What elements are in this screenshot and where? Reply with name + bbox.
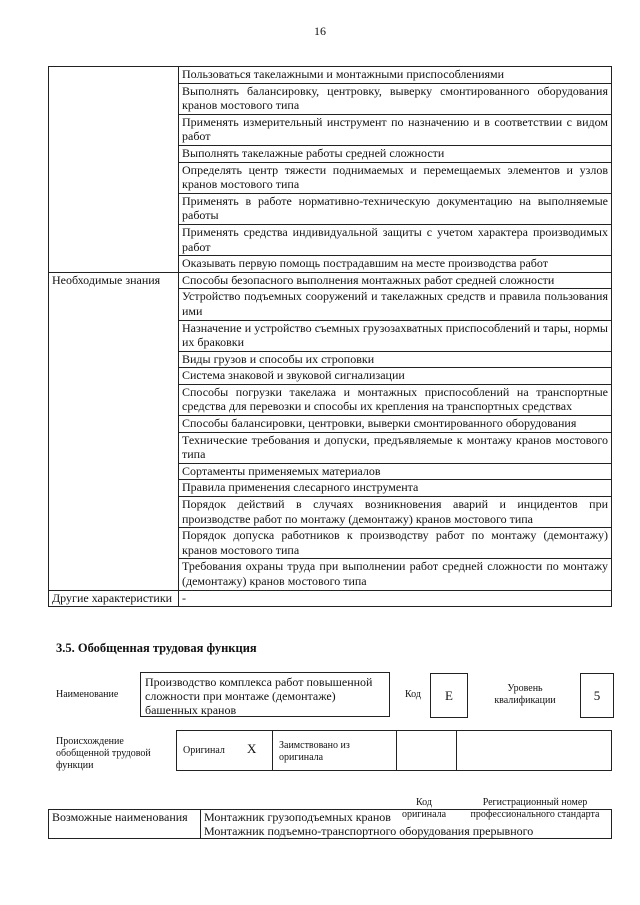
origin-borrowed-cell [273,731,397,770]
knowledge-row: Правила применения слесарного инструмента [179,480,612,497]
knowledge-row: Сортаменты применяемых материалов [179,463,612,480]
origin-original-cell [177,731,273,770]
knowledge-label: Необходимые знания [49,272,179,590]
origin-row [176,730,612,771]
skill-row: Выполнять такелажные работы средней сложности [179,145,612,162]
possible-names-values [201,810,612,839]
possible-name: Монтажник подъемно-транспортного оборудования прерывного [204,824,534,838]
other-characteristics-label: Другие характеристики [49,590,179,607]
origin-original-label: Оригинал [183,745,225,756]
skill-row: Применять средства индивидуальной защиты с учетом характера производимых работ [179,224,612,255]
function-name-value: Производство комплекса работ повышенной сложности при монтаже (демонтаже) башенных кранов [140,672,390,717]
knowledge-row: Способы балансировки, центровки, выверки смонтированного оборудования [179,416,612,433]
skill-row: Выполнять балансировку, центровку, выверку смонтированного оборудования кранов мостового типа [179,83,612,114]
knowledge-row: Система знаковой и звуковой сигнализации [179,368,612,385]
knowledge-row: Порядок допуска работников к производству работ по монтажу (демонтажу) кранов мостового типа [179,528,612,559]
knowledge-row: Назначение и устройство съемных грузозахватных приспособлений и тары, нормы их браковки [179,320,612,351]
registration-number-caption: Регистрационный номер профессионального стандарта [470,797,600,820]
possible-names-label: Возможные наименования [49,810,201,839]
skill-row: Пользоваться такелажными и монтажными приспособлениями [179,67,612,84]
knowledge-row: Технические требования и допуски, предъявляемые к монтажу кранов мостового типа [179,432,612,463]
qualification-level-value: 5 [580,673,614,718]
knowledge-row: Способы безопасного выполнения монтажных работ средней сложности [179,272,612,289]
page-number: 16 [314,24,326,38]
code-original-caption: Код оригинала [401,797,447,820]
skills-knowledge-table [48,66,612,607]
skill-row: Применять измерительный инструмент по назначению и в соответствии с видом работ [179,114,612,145]
knowledge-row: Устройство подъемных сооружений и такелажных средств и правила пользования ими [179,289,612,320]
knowledge-row: Виды грузов и способы их строповки [179,351,612,368]
skill-row: Определять центр тяжести поднимаемых и перемещаемых элементов и узлов кранов мостового типа [179,162,612,193]
section-title: 3.5. Обобщенная трудовая функция [56,641,257,655]
skill-row: Применять в работе нормативно-техническую документацию на выполняемые работы [179,193,612,224]
function-name-label: Наименование [56,689,119,700]
function-code-label: Код [405,689,421,700]
function-code-value: E [430,673,468,718]
skills-label-cell [49,67,179,273]
origin-code-cell [397,731,457,770]
knowledge-row: Порядок действий в случаях возникновения аварий и инцидентов при производстве работ по монтажу (демонтажу) кранов мостового типа [179,497,612,528]
knowledge-row: Требования охраны труда при выполнении работ средней сложности по монтажу (демонтажу) кранов мостового типа [179,559,612,590]
qualification-level-label: Уровень квалификации [494,683,556,706]
other-characteristics-value: - [179,590,612,607]
possible-name: Монтажник грузоподъемных кранов [204,810,391,824]
origin-original-mark: X [247,741,257,756]
origin-borrowed-label: Заимствовано из оригинала [279,740,350,763]
knowledge-row: Способы погрузки такелажа и монтажных приспособлений на транспортные средства для перевозки и способы их крепления на транспортных средствах [179,384,612,415]
origin-label: Происхождение обобщенной трудовой функции [56,736,151,771]
possible-names-table [48,809,612,839]
skill-row: Оказывать первую помощь пострадавшим на месте производства работ [179,256,612,273]
